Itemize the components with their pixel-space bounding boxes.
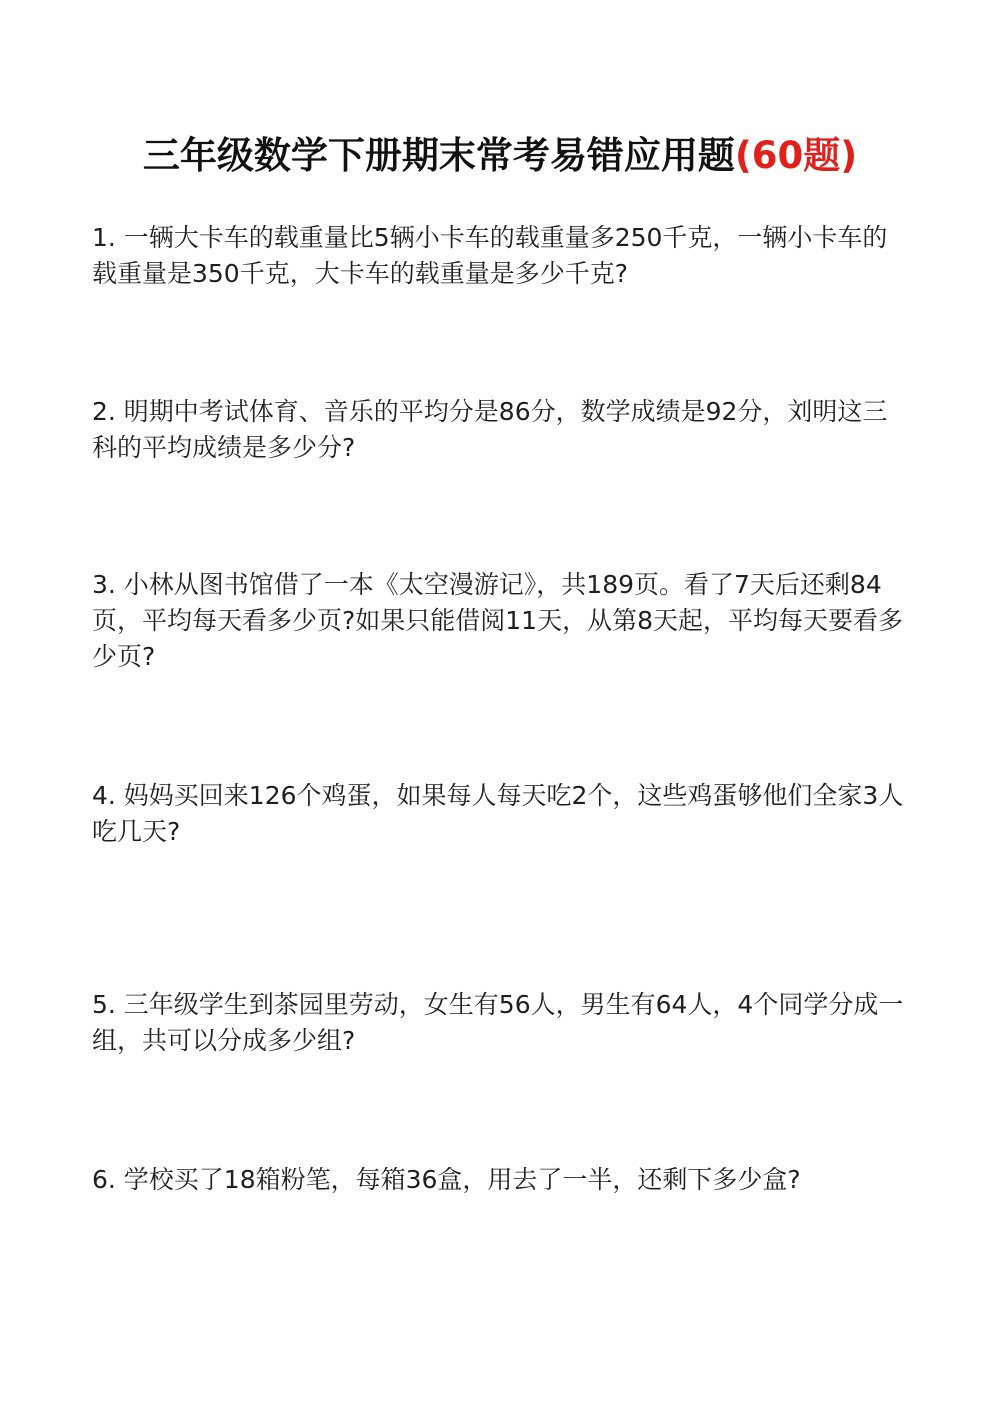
page-title [0,128,1000,184]
question-4: 4. 妈妈买回来126个鸡蛋，如果每人每天吃2个，这些鸡蛋够他们全家3人吃几天? [92,781,904,846]
title-main: 三年级数学下册期末常考易错应用题 [142,134,735,177]
question-5: 5. 三年级学生到茶园里劳动，女生有56人，男生有64人，4个同学分成一组，共可以分成多少组? [92,990,904,1055]
question-1: 1. 一辆大卡车的载重量比5辆小卡车的载重量多250千克，一辆小卡车的载重量是350千克，大卡车的载重量是多少千克? [92,223,888,288]
question-3: 3. 小林从图书馆借了一本《太空漫游记》，共189页。看了7天后还剩84页，平均每天看多少页?如果只能借阅11天，从第8天起，平均每天要看多少页? [92,570,903,671]
question-6: 6. 学校买了18箱粉笔，每箱36盒，用去了一半，还剩下多少盒? [92,1165,801,1194]
question-2: 2. 明期中考试体育、音乐的平均分是86分，数学成绩是92分，刘明这三科的平均成绩是多少分? [92,397,888,462]
title-question-count: (60题) [734,134,858,177]
